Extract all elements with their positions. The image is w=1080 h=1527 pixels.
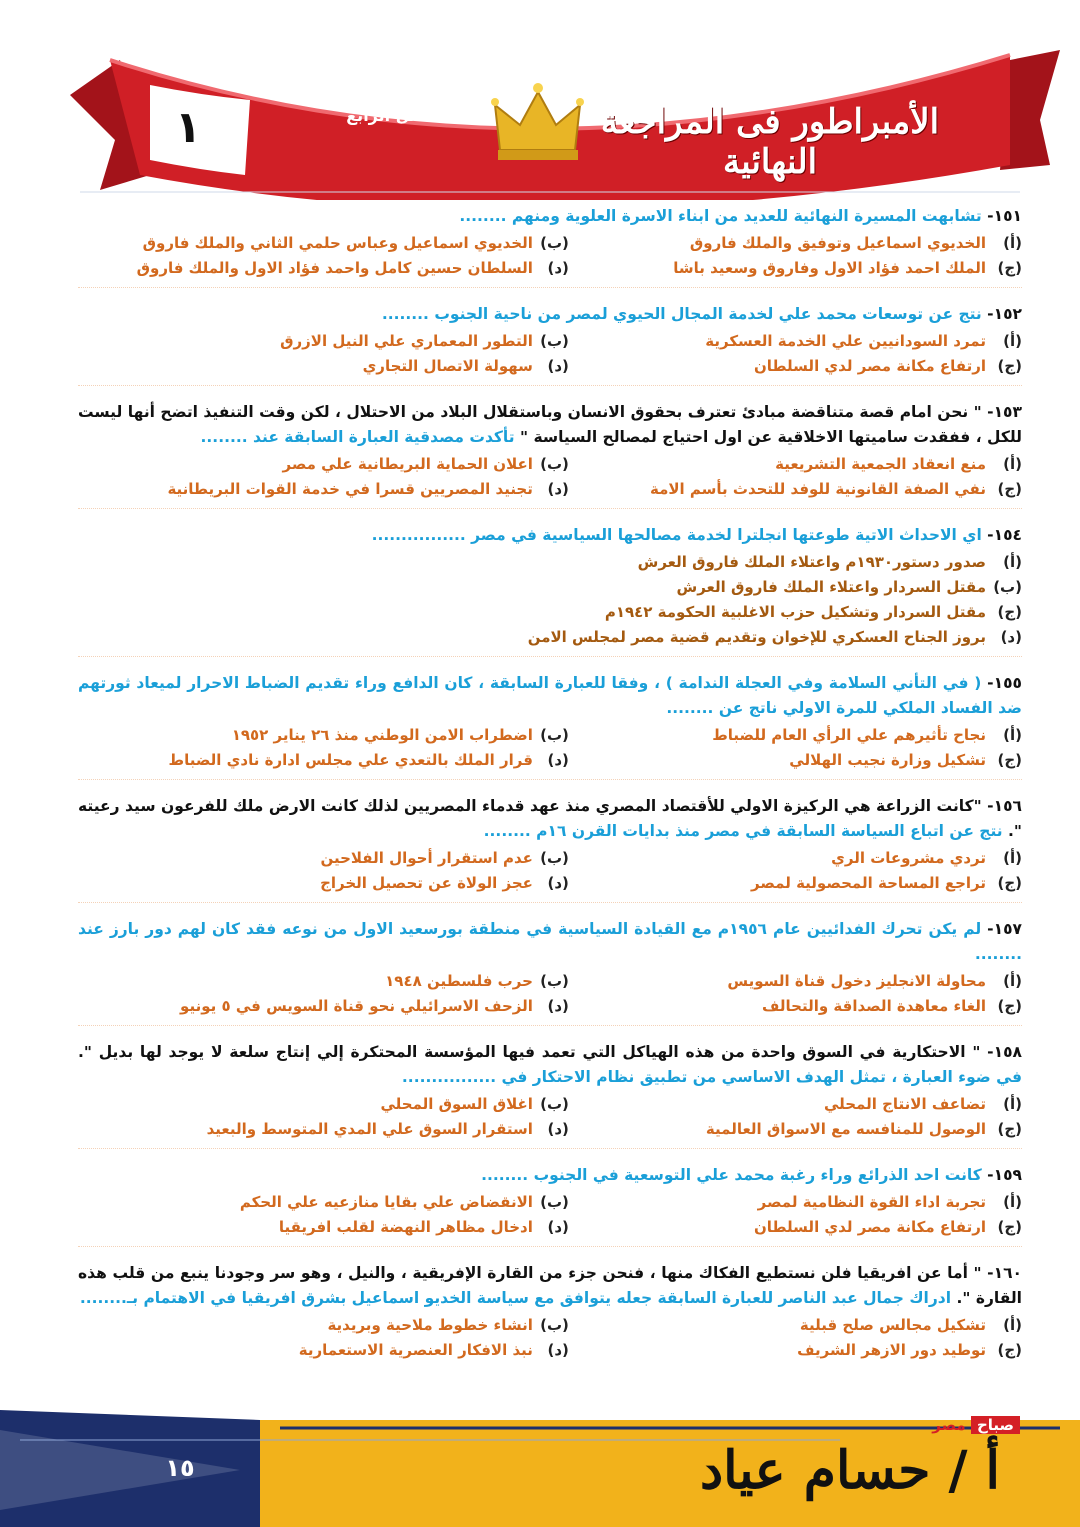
options-grid (78, 846, 1022, 896)
option-text: تردي مشروعات الري (831, 849, 986, 867)
option-label: (ب) (540, 1193, 569, 1211)
questions-list (78, 204, 1022, 1383)
option-text: مقتل السردار واعتلاء الملك فاروق العرش (676, 578, 986, 596)
question-block (78, 1261, 1022, 1369)
answer-option (569, 723, 1022, 748)
options-grid (78, 1190, 1022, 1240)
question-text: كانت احد الذرائع وراء رغبة محمد علي التوسعية في الجنوب ........ (481, 1166, 982, 1184)
answer-option (116, 1092, 569, 1117)
option-label: (ج) (997, 751, 1022, 769)
answer-option (78, 600, 1022, 625)
option-text: اعلان الحماية البريطانية علي مصر (282, 455, 533, 473)
question-number: ١٦٠- (987, 1264, 1022, 1282)
question-number: ١٥٨- (987, 1043, 1022, 1061)
option-label: (د) (547, 357, 569, 375)
question-block (78, 302, 1022, 386)
answer-option (569, 1117, 1022, 1142)
option-label: (د) (547, 259, 569, 277)
answer-option (116, 723, 569, 748)
option-label: (ب) (540, 972, 569, 990)
question-stem (78, 204, 1022, 229)
answer-option (569, 1338, 1022, 1363)
option-text: صدور دستور١٩٣٠م واعتلاء الملك فاروق العرش (637, 553, 986, 571)
option-label: (ج) (997, 1120, 1022, 1138)
option-label: (ج) (997, 1218, 1022, 1236)
option-label: (د) (547, 874, 569, 892)
option-label: (ب) (540, 1095, 569, 1113)
option-label: (أ) (1003, 849, 1022, 867)
question-stem (78, 671, 1022, 721)
option-text: ارتفاع مكانة مصر لدي السلطان (754, 1218, 986, 1236)
option-label: (د) (1000, 628, 1022, 646)
answer-option (116, 846, 569, 871)
answer-option (78, 550, 1022, 575)
option-text: تجربة اداء القوة النظامية لمصر (757, 1193, 986, 1211)
option-text: السلطان حسين كامل واحمد فؤاد الاول والملك فاروق (136, 259, 533, 277)
option-text: قرار الملك بالتعدي علي مجلس ادارة نادي الضباط (168, 751, 533, 769)
option-text: ارتفاع مكانة مصر لدي السلطان (754, 357, 986, 375)
question-prompt: ادراك جمال عبد الناصر للعبارة السابقة جعله يتوافق مع سياسة الخديو اسماعيل بشرق افريقيا في الاهتمام بـ........ (79, 1289, 952, 1307)
option-text: عدم استقرار أحوال الفلاحين (320, 849, 533, 867)
option-label: (د) (547, 1218, 569, 1236)
option-label: (أ) (1003, 1193, 1022, 1211)
option-label: (د) (547, 751, 569, 769)
option-label: (ج) (997, 997, 1022, 1015)
option-text: تشكيل وزارة نجيب الهلالي (789, 751, 986, 769)
options-grid (78, 550, 1022, 650)
option-text: توطيد دور الازهر الشريف (797, 1341, 986, 1359)
answer-option (569, 846, 1022, 871)
question-block (78, 400, 1022, 509)
option-label: (أ) (1003, 553, 1022, 571)
option-text: الخديوي اسماعيل وعباس حلمي الثاني والملك فاروق (142, 234, 533, 252)
question-block (78, 671, 1022, 780)
answer-option (569, 256, 1022, 281)
answer-option (116, 748, 569, 773)
crown-icon (491, 83, 584, 160)
option-label: (ج) (997, 357, 1022, 375)
option-text: محاولة الانجليز دخول قناة السويس (727, 972, 986, 990)
question-number: ١٥٥- (987, 674, 1022, 692)
answer-option (569, 452, 1022, 477)
answer-option (116, 477, 569, 502)
option-text: التطور المعماري علي النيل الازرق (280, 332, 533, 350)
answer-option (116, 969, 569, 994)
option-text: الغاء معاهدة الصداقة والتحالف (762, 997, 986, 1015)
question-text: " الاحتكارية في السوق واحدة من هذه الهياكل التي تعمد فيها المؤسسة المحتكرة إلي إنتاج سلعة لا يوجد لها بديل ". (78, 1043, 981, 1061)
option-label: (أ) (1003, 332, 1022, 350)
options-grid (78, 969, 1022, 1019)
option-text: حرب فلسطين ١٩٤٨ (385, 972, 533, 990)
chapter-range-to: إلى الفصل الرابع (346, 106, 482, 125)
question-text: نتج عن توسعات محمد علي لخدمة المجال الحيوي لمصر من ناحية الجنوب ........ (381, 305, 982, 323)
answer-option (569, 1190, 1022, 1215)
answer-option (116, 354, 569, 379)
answer-option (116, 1215, 569, 1240)
question-text: لم يكن تحرك الفدائيين عام ١٩٥٦م مع القيادة السياسية في منطقة بورسعيد الاول من نوعه فقد كان لهم دور بارز عند ........ (78, 920, 1022, 963)
options-grid (78, 452, 1022, 502)
option-text: الوصول للمنافسه مع الاسواق العالمية (705, 1120, 986, 1138)
option-text: تراجع المساحة المحصولية لمصر (751, 874, 986, 892)
question-stem (78, 400, 1022, 450)
option-label: (ج) (997, 259, 1022, 277)
option-text: تجنيد المصريين قسرا في خدمة القوات البريطانية (167, 480, 533, 498)
chapter-range-from: من الفصل الأول (352, 70, 482, 89)
question-block (78, 794, 1022, 903)
question-stem (78, 302, 1022, 327)
option-text: انشاء خطوط ملاحية وبريدية (327, 1316, 533, 1334)
question-stem (78, 794, 1022, 844)
option-label: (ب) (993, 578, 1022, 596)
options-grid (78, 329, 1022, 379)
option-label: (ب) (540, 455, 569, 473)
answer-option (116, 1190, 569, 1215)
option-label: (ب) (540, 234, 569, 252)
option-label: (أ) (1003, 972, 1022, 990)
answer-option (78, 625, 1022, 650)
options-grid (78, 723, 1022, 773)
option-text: نفي الصفة القانونية للوفد للتحدث بأسم الامة (649, 480, 986, 498)
option-text: عجز الولاة عن تحصيل الخراج (320, 874, 533, 892)
option-text: بروز الجناح العسكري للإخوان وتقديم قضية مصر لمجلس الامن (527, 628, 986, 646)
option-label: (ب) (540, 1316, 569, 1334)
option-label: (ج) (997, 874, 1022, 892)
answer-option (116, 329, 569, 354)
option-label: (د) (547, 1341, 569, 1359)
unit-number: ١ (174, 102, 202, 153)
page-title: الأمبراطور فى المراجعة النهائية (600, 102, 940, 182)
answer-option (116, 256, 569, 281)
answer-option (569, 969, 1022, 994)
header-ribbon (0, 0, 1080, 200)
question-prompt: في ضوء العبارة ، تمثل الهدف الاساسي من تطبيق نظام الاحتكار في ................ (401, 1068, 1022, 1086)
answer-option (569, 477, 1022, 502)
answer-option (569, 1215, 1022, 1240)
option-text: الانقضاض علي بقايا منازعيه علي الحكم (239, 1193, 533, 1211)
answer-option (569, 231, 1022, 256)
question-block (78, 1040, 1022, 1149)
option-label: (ج) (997, 603, 1022, 621)
answer-option (569, 329, 1022, 354)
option-label: (ب) (540, 332, 569, 350)
question-stem (78, 523, 1022, 548)
option-label: (د) (547, 480, 569, 498)
question-prompt: نتج عن اتباع السياسة السابقة في مصر منذ بدايات القرن ١٦م ........ (483, 822, 1003, 840)
answer-option (116, 1338, 569, 1363)
answer-option (116, 231, 569, 256)
question-number: ١٥٣- (987, 403, 1022, 421)
option-text: تمرد السودانيين علي الخدمة العسكرية (705, 332, 986, 350)
option-text: الزحف الاسرائيلي نحو قناة السويس في ٥ يونيو (180, 997, 533, 1015)
question-text: "كانت الزراعة هي الركيزة الاولي للأقتصاد المصري منذ عهد قدماء المصريين لذلك كانت الارض ملك للفرعون سيد رعيته ". (78, 797, 1022, 840)
option-label: (أ) (1003, 726, 1022, 744)
page-number: ١٥ (165, 1454, 195, 1482)
question-number: ١٥١- (987, 207, 1022, 225)
option-text: اضطراب الامن الوطني منذ ٢٦ يناير ١٩٥٢ (231, 726, 533, 744)
option-label: (د) (547, 1120, 569, 1138)
answer-option (116, 1313, 569, 1338)
footer (0, 1410, 1080, 1527)
answer-option (569, 354, 1022, 379)
option-label: (ب) (540, 726, 569, 744)
answer-option (569, 748, 1022, 773)
option-label: (أ) (1003, 1316, 1022, 1334)
question-text: " نحن امام قصة متناقضة مبادئ تعترف بحقوق الانسان وباستقلال البلاد من الاحتلال ، لكن وقت التنفيذ اتضح أنها ليست للكل ، ففقدت ساميتها الاخلاقية عن اول احتياج لمصالح السياسة " (78, 403, 1022, 446)
author-name: أ / حسام عياد (699, 1440, 1000, 1501)
option-label: (أ) (1003, 234, 1022, 252)
options-grid (78, 1092, 1022, 1142)
option-text: استقرار السوق علي المدي المتوسط والبعيد (206, 1120, 533, 1138)
option-text: نبذ الافكار العنصرية الاستعمارية (298, 1341, 533, 1359)
question-text: ( في التأني السلامة وفي العجلة الندامة ) ، وفقا للعبارة السابقة ، كان الدافع وراء تقديم الضباط الاحرار لميعاد ثورتهم ضد الفساد الملكي للمرة الاولي ناتج عن ........ (78, 674, 1022, 717)
question-block (78, 523, 1022, 657)
option-text: نجاح تأثيرهم علي الرأي العام للضباط (712, 726, 986, 744)
option-label: (ج) (997, 1341, 1022, 1359)
option-label: (ب) (540, 849, 569, 867)
question-number: ١٥٩- (987, 1166, 1022, 1184)
question-text: اي الاحداث الاتية طوعتها انجلترا لخدمة مصالحها السياسية في مصر ................ (371, 526, 982, 544)
question-prompt: تأكدت مصدقية العبارة السابقة عند ........ (200, 428, 515, 446)
options-grid (78, 1313, 1022, 1363)
option-text: سهولة الاتصال التجاري (362, 357, 533, 375)
option-label: (د) (547, 997, 569, 1015)
question-number: ١٥٤- (987, 526, 1022, 544)
logo (850, 1416, 1020, 1440)
question-stem (78, 1040, 1022, 1090)
question-number: ١٥٦- (987, 797, 1022, 815)
answer-option (78, 575, 1022, 600)
option-text: مقتل السردار وتشكيل حزب الاغلبية الحكومة ١٩٤٢م (604, 603, 986, 621)
answer-option (116, 871, 569, 896)
options-grid (78, 231, 1022, 281)
question-text: تشابهت المسيرة النهائية للعديد من ابناء الاسرة العلوية ومنهم ........ (459, 207, 982, 225)
option-label: (أ) (1003, 455, 1022, 473)
answer-option (116, 1117, 569, 1142)
answer-option (116, 994, 569, 1019)
question-stem (78, 1163, 1022, 1188)
option-label: (ج) (997, 480, 1022, 498)
option-text: ادخال مظاهر النهضة لقلب افريقيا (278, 1218, 533, 1236)
question-block (78, 917, 1022, 1026)
option-label: (أ) (1003, 1095, 1022, 1113)
option-text: الخديوي اسماعيل وتوفيق والملك فاروق (689, 234, 986, 252)
question-stem (78, 917, 1022, 967)
question-text: " أما عن افريقيا فلن نستطيع الفكاك منها ، فنحن جزء من القارة الإفريقية ، والنيل ، وهو سر وجودنا ينبع من قلب هذه القارة ". (78, 1264, 1022, 1307)
option-text: تضاعف الانتاج المحلي (823, 1095, 986, 1113)
answer-option (116, 452, 569, 477)
question-stem (78, 1261, 1022, 1311)
option-text: اغلاق السوق المحلي (380, 1095, 533, 1113)
question-block (78, 204, 1022, 288)
question-block (78, 1163, 1022, 1247)
option-text: تشكيل مجالس صلح قبلية (799, 1316, 986, 1334)
question-number: ١٥٧- (987, 920, 1022, 938)
logo-part-1: صباح (971, 1416, 1020, 1434)
answer-option (569, 871, 1022, 896)
answer-option (569, 1092, 1022, 1117)
answer-option (569, 1313, 1022, 1338)
option-text: الملك احمد فؤاد الاول وفاروق وسعيد باشا (673, 259, 986, 277)
question-number: ١٥٢- (987, 305, 1022, 323)
answer-option (569, 994, 1022, 1019)
logo-part-2: مصر (932, 1416, 966, 1434)
option-text: منع انعقاد الجمعية التشريعية (775, 455, 986, 473)
